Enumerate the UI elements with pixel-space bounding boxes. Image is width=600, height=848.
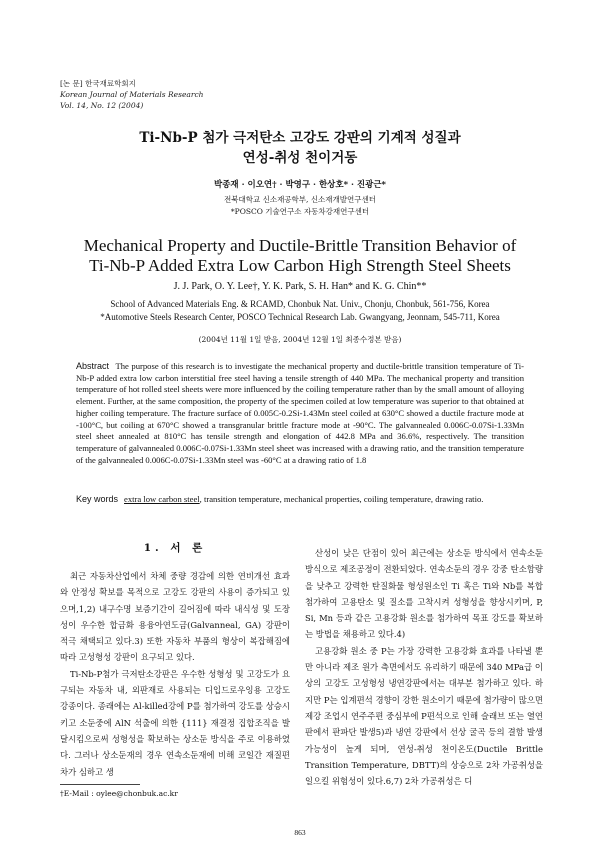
abstract-label: Abstract — [76, 361, 110, 371]
abstract-text: The purpose of this research is to investigate the mechanical property and ductile-brittle transition temperature of Ti-Nb-P added extra low carbon interstitial free steel having a tensile strength of 440 MPa. The mechanical property and transition temperature of hot rolled steel sheets were more influenced by the coiling temperature rather than by the small amount of alloying element. Further, at the same composition, the property of the specimen coiled at low temperature was superior to that obtained at higher coiling temperature. The fracture surface of 0.005C-0.2Si-1.43Mn steel coiled at 630°C showed a ductile fracture mode at -100°C, but coiling at 670°C showed a transgranular brittle fracture mode at -90°C. The galvannealed 0.006C-0.07Si-1.33Mn steel sheet annealed at 810°C has tensile strength and elongation of 442.8 MPa and 36.6%, respectively. The transition temperature of galvannealed 0.006C-0.07Si-1.33Mn steel sheet was increased with a drawing ratio, and the transition temperature of the galvannealed 0.006C-0.07Si-1.33Mn steel was -60°C at a drawing ratio of 1.8 — [76, 361, 524, 465]
received-date: (2004년 11월 1일 받음, 2004년 12월 1일 최종수정본 받음) — [198, 335, 402, 344]
korean-affiliations — [0, 194, 600, 218]
english-authors: J. J. Park, O. Y. Lee†, Y. K. Park, S. H. Han* and K. G. Chin** — [173, 281, 427, 292]
body-column-left — [60, 568, 290, 780]
korean-authors: 박종재 · 이오연† · 박영구 · 한상호* · 진광근* — [213, 180, 386, 190]
keywords-rest: , transition temperature, mechanical properties, coiling temperature, drawing ratio. — [199, 494, 484, 504]
paragraph: 최근 자동차산업에서 차체 중량 경감에 의한 연비개선 효과와 안정성 확보를 목적으로 고강도 강판의 사용이 증가되고 있으며,1,2) 내구수명 보증기간이 길어짐에 따라 내식성 및 도장성이 우수한 합금화 용융아연도금(Galvanneal, GA) 강판이 적극 채택되고 있다.3) 또한 자동차 부품의 형상이 복잡해짐에 따라 고성형성 강판이 요구되고 있다. — [60, 571, 290, 663]
footnote-email: †E-Mail : oylee@chonbuk.ac.kr — [60, 789, 178, 798]
abstract — [76, 361, 524, 466]
keywords-label: Key words — [76, 494, 119, 504]
keyword-underlined: extra low carbon steel — [124, 494, 200, 504]
section-title: 1. 서 론 — [143, 542, 207, 554]
journal-header-line1: [논 문] 한국재료학회지 — [60, 79, 136, 88]
footnote-divider — [60, 784, 140, 785]
korean-title-line1: Ti-Nb-P 첨가 극저탄소 고강도 강판의 기계적 성질과 — [139, 130, 461, 146]
english-affiliation-1: School of Advanced Materials Eng. & RCAMD, Chonbuk Nat. Univ., Chonju, Chonbuk, 561-756, Korea — [110, 299, 490, 309]
paragraph: Ti-Nb-P첨가 극저탄소강판은 우수한 성형성 및 고강도가 요구되는 자동차 내, 외판재로 사용되는 디입드로우잉용 고강도 강종이다. 종래에는 Al-killed강에 P를 첨가하여 강도를 상승시키고 소둔중에 AlN 석출에 의한 {111} 재결정 집합조직을 발달시킴으로써 성형성을 확보하는 상소둔 방식을 주로 이용하였다. 그러나 상소둔재의 경우 연속소둔재에 비해 코일간 재질편차가 심하고 생 — [60, 668, 290, 777]
english-affiliation-2: *Automotive Steels Research Center, POSCO Technical Research Lab. Gwangyang, Jeonnam, 545-711, Korea — [100, 312, 500, 322]
paragraph: 고용강화 원소 중 P는 가장 강력한 고용강화 효과를 나타낼 뿐만 아니라 제조 원가 측면에서도 유리하기 때문에 340 MPa급 이상의 고강도 고성형성 냉연강판에서는 대부분 첨가하고 있다. 하지만 P는 입계편석 경향이 강한 원소이기 때문에 첨가량이 많으면 제강 조업시 연주주편 중심부에 P편석으로 인해 슬래브 또는 열연판에서 판파단 발생5)과 냉연 강판에서 선상 굴곡 등의 결함 발생 가능성이 높게 되며, 연성-취성 천이온도(Ductile Brittle Transition Temperature, DBTT)의 상승으로 2차 가공취성을 일으킬 위험성이 있다.6,7) 2차 가공취성은 디 — [305, 645, 543, 787]
english-affiliations — [0, 298, 600, 324]
english-title — [0, 236, 600, 276]
body-column-right — [305, 545, 543, 789]
korean-affiliation-1: 전북대학교 신소재공학부, 신소재개발연구센터 — [223, 195, 377, 204]
english-title-line2: Ti-Nb-P Added Extra Low Carbon High Strength Steel Sheets — [89, 256, 511, 275]
paragraph: 산성이 낮은 단점이 있어 최근에는 상소둔 방식에서 연속소둔 방식으로 제조공정이 전환되었다. 연속소둔의 경우 강중 탄소함량을 낮추고 강력한 탄질화물 형성원소인 Ti 혹은 Ti와 Nb를 복합 첨가하여 고용탄소 및 질소를 고착시켜 성형성을 향상시키며, P, Si, Mn 등과 같은 고용강화 원소를 첨가하여 목표 강도를 확보하는 방법을 채용하고 있다.4) — [305, 548, 543, 640]
korean-title-line2: 연성-취성 천이거동 — [242, 150, 358, 166]
korean-title — [0, 128, 600, 168]
keywords — [76, 493, 524, 505]
journal-header-line3: Vol. 14, No. 12 (2004) — [60, 101, 144, 110]
page-number: 863 — [294, 828, 306, 837]
english-title-line1: Mechanical Property and Ductile-Brittle Transition Behavior of — [83, 236, 517, 255]
korean-affiliation-2: *POSCO 기술연구소 자동차강재연구센터 — [230, 207, 370, 216]
journal-header — [60, 78, 203, 111]
journal-header-line2: Korean Journal of Materials Research — [60, 90, 204, 99]
